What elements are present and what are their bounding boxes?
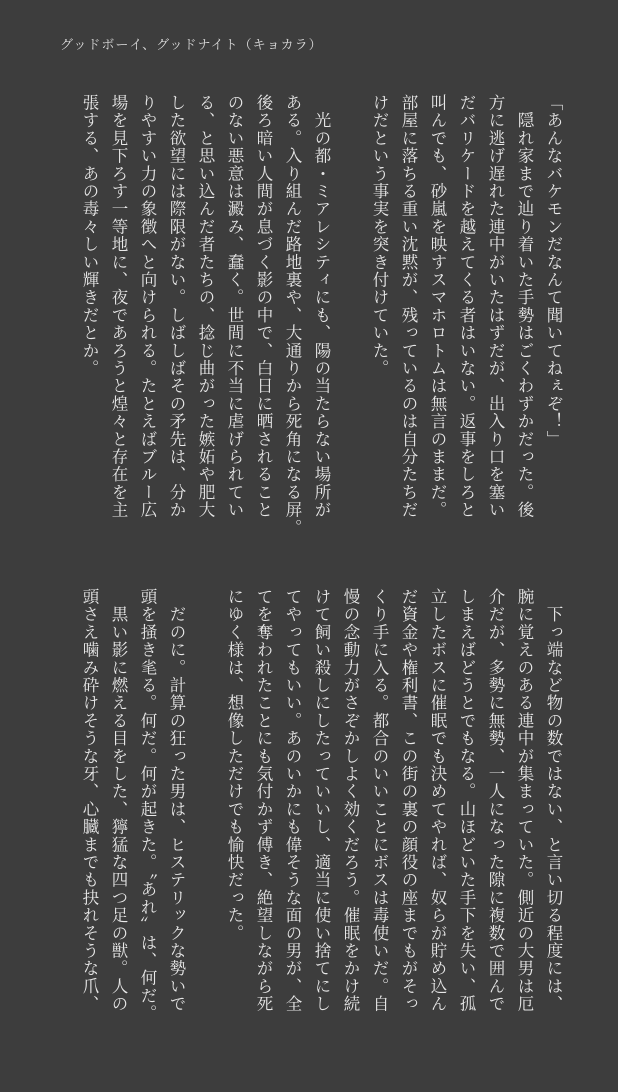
- text-line: にゆく様は、想像しただけでも愉快だった。: [225, 588, 244, 942]
- text-line: だのに。計算の狂った男は、ヒステリックな勢いで: [167, 588, 186, 1013]
- text-line: だバリケードを越えてくる者はいない。返事をしろと: [457, 94, 476, 519]
- text-line: けだという事実を突き付けていた。: [370, 94, 389, 378]
- text-line: 頭を掻き毟る。何だ。何が起きた。〝あれ〟は、何だ。: [138, 588, 157, 1023]
- text-line: けて飼い殺しにしたっていいし、適当に使い捨てにし: [312, 588, 331, 1013]
- text-line: る、と思い込んだ者たちの、捻じ曲がった嫉妬や肥大: [196, 94, 215, 519]
- text-line: りやすい力の象徴へと向けられる。たとえばブルー広: [138, 94, 157, 519]
- text-line: した欲望には際限がない。しばしばその矛先は、分か: [167, 94, 186, 519]
- text-line: 腕に覚えのある連中が集まっていた。側近の大男は厄: [515, 588, 534, 1013]
- text-line: 隠れ家まで辿り着いた手勢はごくわずかだった。後: [515, 94, 534, 519]
- text-line: 立したボスに催眠でも決めてやれば、奴らが貯め込ん: [428, 588, 447, 1013]
- text-line: てを奪われたことにも気付かず傅き、絶望しながら死: [254, 588, 273, 1013]
- text-line: 下っ端など物の数ではない、と言い切る程度には、: [544, 588, 563, 1013]
- text-line: ある。入り組んだ路地裏や、大通りから死角になる屏。: [283, 94, 302, 537]
- text-line: 黒い影に燃える目をした、獰猛な四つ足の獣。人の: [109, 588, 128, 1013]
- text-line: しまえばどうとでもなる。山ほどいた手下を失い、孤: [457, 588, 476, 1013]
- text-line: 叫んでも、砂嵐を映すスマホロトムは無言のままだ。: [428, 94, 447, 519]
- text-line: 頭さえ噛み砕けそうな牙、心臓までも抉れそうな爪、: [80, 588, 99, 1013]
- text-line: [336, 94, 365, 534]
- text-line: てやってもいい。あのいかにも偉そうな面の男が、全: [283, 588, 302, 1013]
- text-line: 光の都・ミアレシティにも、陽の当たらない場所が: [312, 94, 331, 519]
- text-line: [191, 588, 220, 1028]
- text-line: 「あんなバケモンだなんて聞いてねぇぞ！」: [544, 94, 563, 448]
- text-line: 場を見下ろす一等地に、夜であろうと煌々と存在を主: [109, 94, 128, 519]
- text-line: 後ろ暗い人間が息づく影の中で、白日に晒されること: [254, 94, 273, 519]
- text-line: 介だが、多勢に無勢、一人になった隙に複数で囲んで: [486, 588, 505, 1013]
- text-line: くり手に入る。都合のいいことにボスは毒使いだ。自: [370, 588, 389, 1013]
- text-line: のない悪意は澱み、蠢く。世間に不当に虐げられてい: [225, 94, 244, 519]
- text-line: 方に逃げ遅れた連中がいたはずだが、出入り口を塞い: [486, 94, 505, 519]
- document-title: グッドボーイ、グッドナイト（キョカラ）: [60, 38, 323, 53]
- text-block-lower: [75, 588, 568, 1028]
- text-line: 慢の念動力がさぞかしよく効くだろう。催眠をかけ続: [341, 588, 360, 1013]
- text-block-upper: [75, 94, 568, 537]
- text-line: だ資金や権利書、この街の裏の顔役の座までもがそっ: [399, 588, 418, 1013]
- text-line: 張する、あの毒々しい輝きだとか。: [80, 94, 99, 378]
- text-line: 部屋に落ちる重い沈黙が、残っているのは自分たちだ: [399, 94, 418, 519]
